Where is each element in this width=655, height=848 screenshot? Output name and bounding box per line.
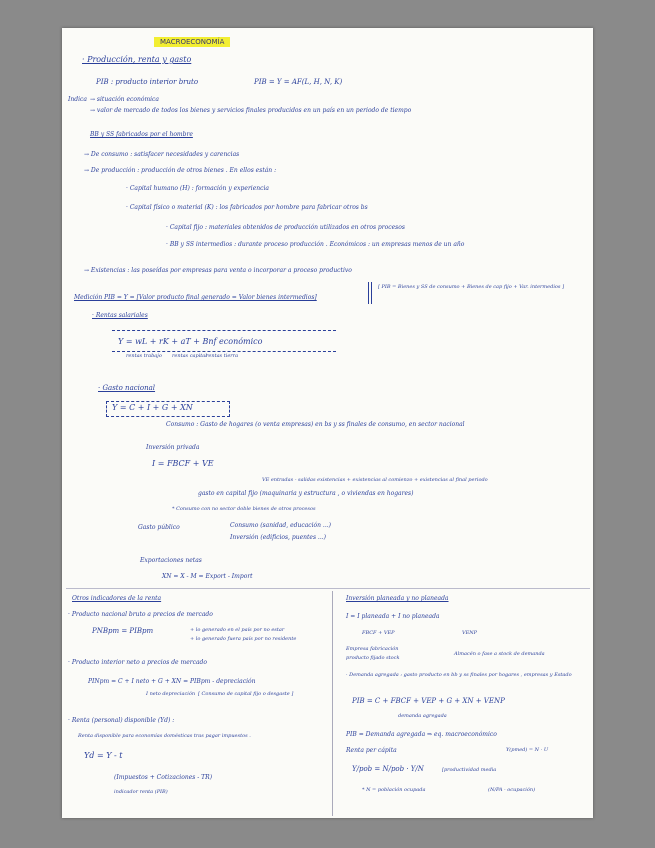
left-heading: Otros indicadores de la renta — [72, 595, 162, 602]
dashed-rule — [112, 351, 336, 352]
t-definition: (Impuestos + Cotizaciones - TR) — [114, 774, 213, 781]
n-definition: * N = población ocupada — [362, 787, 426, 793]
renta-sub: rentas capital — [172, 353, 207, 359]
note-heading: BB y SS fabricados por el hombre — [90, 131, 193, 138]
gasto-publico-item: Consumo (sanidad, educación ...) — [230, 522, 331, 529]
capital-fisico: · Capital físico o material (K) : los fabricados por hombre para fabricar otros bs — [126, 204, 368, 211]
da-label: demanda agregada — [398, 713, 447, 719]
pnb-term: + lo generado en el país por no estar — [190, 627, 285, 633]
renta-equation: Y = wL + rK + aT + Bnf económico — [118, 337, 263, 346]
ve-def: VE entradas - salidas existencias + existencias al comienzo + existencias al final periodo — [262, 477, 488, 483]
right-heading: Inversión planeada y no planeada — [346, 595, 449, 602]
rd-description: Renta disponible para economías domésticas tras pagar impuestos . — [78, 733, 251, 739]
gasto-planeado: producto fijado stock — [346, 655, 400, 661]
divider — [368, 282, 369, 304]
medicion-pib: Medición PIB = Y = [Valor producto final generado = Valor bienes intermedios] — [74, 294, 317, 301]
note-duraderos: * Consumo con no sector doble bienes de otros procesos — [172, 506, 316, 512]
gasto-planeado: Empresa fabricación — [346, 646, 399, 652]
pnb-equation: PNBpm = PIBpm — [92, 627, 154, 635]
bullet-produccion: → De producción : producción de otros bienes . En ellos están : — [84, 167, 277, 174]
renta-pc-equation: Y/pob = N/pob · Y/N — [352, 765, 424, 773]
fbcf-vep: FBCF + VEP — [362, 630, 395, 636]
existencias: → Existencias : las poseídas por empresas para venta o incorporar a proceso productivo — [84, 267, 352, 274]
consumo-def: Consumo : Gasto de hogares (o venta empresas) en bs y ss finales de consumo, en sector nacional — [166, 421, 465, 428]
rd-label: · Renta (personal) disponible (Yd) : — [68, 717, 175, 724]
gasto-heading: · Gasto nacional — [98, 384, 156, 392]
capital-fijo: · Capital fijo : materiales obtenidos de producción utilizados en otros procesos — [166, 224, 405, 231]
y-right: Y(pmed) = N · U — [506, 747, 549, 753]
pin-label: · Producto interior neto a precios de mercado — [68, 659, 208, 666]
indicador-renta: indicador renta (PIB) — [114, 789, 168, 795]
renta-sub: rentas trabajo — [126, 353, 162, 359]
exportaciones-label: Exportaciones netas — [140, 557, 202, 564]
pib-demanda-2: PIB = Demanda agregada ⇒ eq. macroeconómico — [346, 731, 497, 738]
renta-sub: rentas tierra — [206, 353, 239, 359]
fbcf-def: gasto en capital fijo (maquinaria y estructura , o viviendas en hogares) — [198, 490, 414, 497]
medicion-box: [ PIB = Bienes y SS de consumo + Bienes de cap fijo + Var. intermedios ] — [378, 284, 565, 290]
section-divider — [66, 588, 590, 589]
ineto-label: I neto depreciación — [146, 691, 196, 697]
yd-equation: Yd = Y - t — [84, 751, 123, 760]
capital-humano: · Capital humano (H) : formación y experiencia — [126, 185, 269, 192]
gasto-publico-item: Inversión (edificios, puentes ...) — [230, 534, 326, 541]
page-title: MACROECONOMÍA — [154, 37, 230, 47]
no-planeado: Almacén o fase a stock de demanda — [454, 651, 545, 657]
rentas-heading: · Rentas salariales — [92, 312, 148, 319]
gasto-equation: Y = C + I + G + XN — [112, 403, 193, 412]
indica-item: → valor de mercado de todos los bienes y servicios finales producidos en un país en un periodo de tiempo — [90, 107, 412, 114]
bullet-consumo: → De consumo : satisfacer necesidades y carencias — [84, 151, 240, 158]
n-fraction: (N/PA · ocupación) — [488, 787, 536, 793]
dashed-rule — [112, 330, 336, 331]
pib-definition: PIB : producto interior bruto — [96, 78, 199, 86]
inversion-equation-2: I = I planeada + I no planeada — [346, 613, 440, 620]
pib-demanda: PIB = C + FBCF + VEP + G + XN + VENP — [352, 697, 505, 705]
indica-item: → situación económica — [90, 96, 159, 103]
divider — [371, 282, 372, 304]
ineto-bracket: [ Consumo de capital fijo o desgaste ] — [198, 691, 294, 697]
bienes-intermedios: · BB y SS intermedios : durante proceso producción . Económicos : un empresas menos de un año — [166, 241, 465, 248]
pnb-label: · Producto nacional bruto a precios de mercado — [68, 611, 213, 618]
xn-equation: XN = X - M = Export - Import — [162, 573, 253, 580]
inversion-label: Inversión privada — [146, 444, 200, 451]
inversion-equation: I = FBCF + VE — [152, 459, 214, 468]
pib-formula: PIB = Y = AF(L, H, N, K) — [254, 78, 343, 86]
section-heading: · Producción, renta y gasto — [82, 55, 192, 64]
venp: VENP — [462, 630, 477, 636]
indica-label: Indica — [68, 96, 87, 103]
notes-sheet — [62, 28, 593, 818]
gasto-publico: Gasto público — [138, 524, 180, 531]
pnb-term: + lo generado fuera país por no residente — [190, 636, 297, 642]
column-divider — [332, 591, 333, 816]
renta-per-capita: Renta per cápita — [346, 747, 397, 754]
pin-equation: PINpm = C + I neto + G + XN = PIBpm - depreciación — [88, 678, 256, 685]
productividad: [productividad media — [442, 767, 497, 773]
demanda-agregada: · Demanda agregada : gasto producto en bb y ss finales por hogares , empresas y Estado — [346, 672, 572, 678]
